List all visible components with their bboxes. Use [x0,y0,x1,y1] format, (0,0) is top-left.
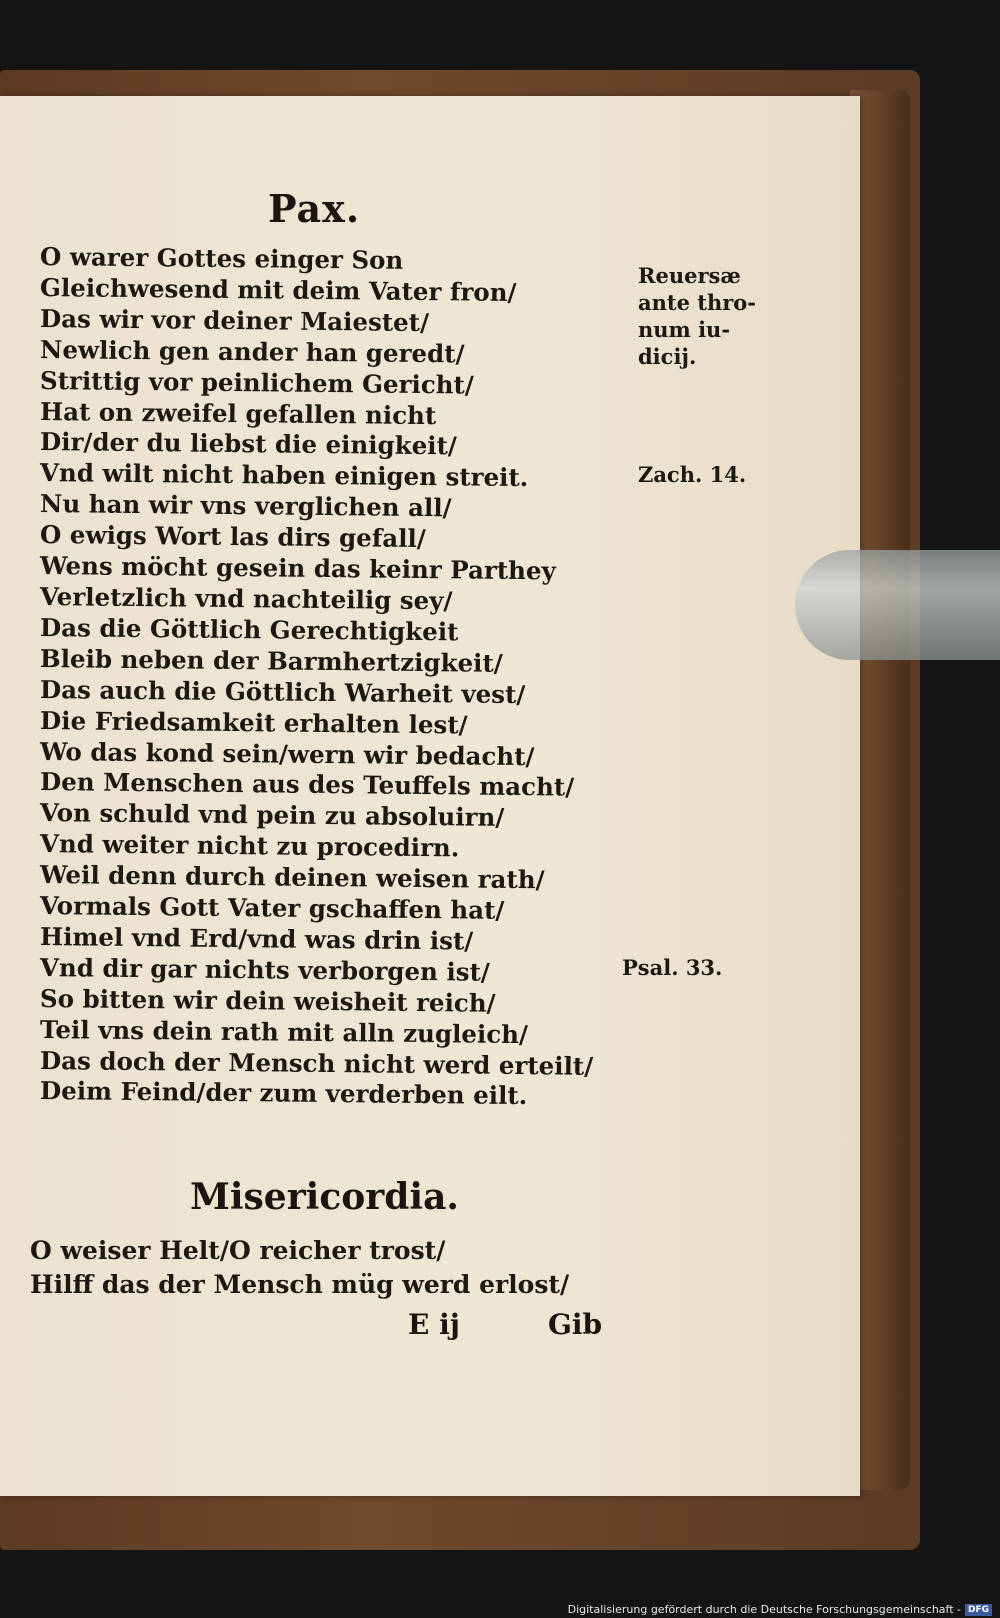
section-heading: Misericordia. [190,1176,459,1218]
page-clip [795,550,1000,660]
margin-note-line: dicij. [638,344,697,369]
verse-line: Das die Göttlich Gerechtigkeit [39,612,459,647]
verse-line: Wo das kond sein/wern wir bedacht/ [39,736,535,771]
verse-line: Die Friedsamkeit erhalten lest/ [39,705,468,740]
margin-note-line: ante thro- [638,290,757,315]
verse-line: Deim Feind/der zum verderben eilt. [39,1076,528,1111]
verse-line: Von schuld vnd pein zu absoluirn/ [39,798,505,833]
verse-line: Hilff das der Mensch müg werd erlost/ [30,1270,570,1299]
verse-line: Das wir vor deiner Maiestet/ [39,303,430,337]
digitization-credit [568,1603,992,1616]
verse-line: Vormals Gott Vater gschaffen hat/ [39,891,505,925]
signature-mark: E ij [408,1308,460,1341]
verse-line: O weiser Helt/O reicher trost/ [30,1236,446,1265]
verse-line: Hat on zweifel gefallen nicht [39,396,437,430]
verse-line: Den Menschen aus des Teuffels macht/ [39,767,575,802]
verse-line: O ewigs Wort las dirs gefall/ [39,520,426,554]
verse-line: Teil vns dein rath mit alln zugleich/ [39,1014,529,1049]
verse-line: Weil denn durch deinen weisen rath/ [39,860,545,895]
dfg-logo: DFG [965,1604,992,1616]
margin-note [638,262,756,370]
verse-line: Verletzlich vnd nachteilig sey/ [39,581,453,616]
verse-line: Vnd wilt nicht haben einigen streit. [39,458,529,493]
verse-line: Dir/der du liebst die einigkeit/ [39,427,457,461]
margin-reference-psal: Psal. 33. [622,955,723,980]
margin-reference-zach: Zach. 14. [638,462,747,487]
credit-text: Digitalisierung gefördert durch die Deutsche Forschungsgemeinschaft - [567,1603,961,1616]
verse-line: Das auch die Göttlich Warheit vest/ [39,674,526,709]
page-heading: Pax. [268,186,361,231]
margin-note-line: Reuersæ [638,263,741,288]
verse-line: Strittig vor peinlichem Gericht/ [39,365,474,400]
verse-line: Gleichwesend mit deim Vater fron/ [39,272,517,307]
verse-line: So bitten wir dein weisheit reich/ [39,983,496,1018]
verse-line: O warer Gottes einger Son [39,242,404,275]
verse-line: Bleib neben der Barmhertzigkeit/ [39,643,503,678]
verse-line: Nu han wir vns verglichen all/ [39,489,452,523]
verse-line: Vnd dir gar nichts verborgen ist/ [39,952,490,987]
verse-text [39,242,600,1111]
verse-line: Wens möcht gesein das keinr Parthey [39,551,556,586]
section-text [30,1234,590,1302]
verse-line: Himel vnd Erd/vnd was drin ist/ [39,921,474,956]
verse-line: Vnd weiter nicht zu procedirn. [39,829,460,863]
verse-line: Newlich gen ander han geredt/ [39,334,465,369]
margin-note-line: num iu- [638,317,731,342]
verse-line: Das doch der Mensch nicht werd erteilt/ [39,1045,594,1081]
catchword: Gib [548,1308,603,1341]
